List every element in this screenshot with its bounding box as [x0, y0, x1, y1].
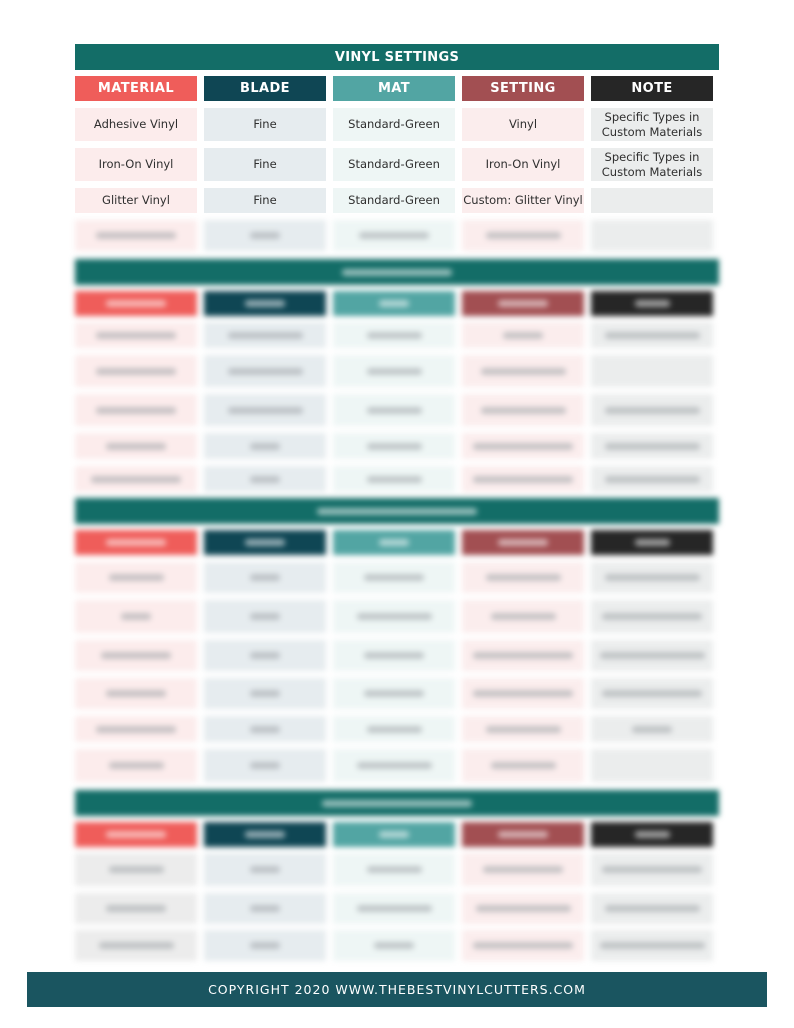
table-row	[75, 220, 719, 251]
header-blade: BLADE	[204, 76, 326, 101]
cell-blade: Fine	[204, 148, 326, 181]
cell-blade: Fine	[204, 188, 326, 213]
cell-material: Iron-On Vinyl	[75, 148, 197, 181]
cell-setting: Vinyl	[462, 108, 584, 141]
header-material: MATERIAL	[75, 76, 197, 101]
section-title-blurred	[75, 790, 719, 816]
cell-blade: Fine	[204, 108, 326, 141]
cell-material: Adhesive Vinyl	[75, 108, 197, 141]
cell-mat: Standard-Green	[333, 148, 455, 181]
header-setting: SETTING	[462, 76, 584, 101]
section-title-text: VINYL SETTINGS	[334, 49, 460, 65]
table-row	[75, 188, 719, 213]
cell-setting: Iron-On Vinyl	[462, 148, 584, 181]
cell-note: Specific Types in Custom Materials	[591, 148, 713, 181]
table-row	[75, 108, 719, 141]
cell-note: Specific Types in Custom Materials	[591, 108, 713, 141]
header-note: NOTE	[591, 76, 713, 101]
blurred-header-row	[75, 291, 719, 316]
header-mat: MAT	[333, 76, 455, 101]
section-title-blurred	[75, 259, 719, 285]
section-title-blurred	[75, 498, 719, 524]
cell-note	[591, 188, 713, 213]
cell-material: Glitter Vinyl	[75, 188, 197, 213]
table-row	[75, 148, 719, 181]
section-title-vinyl	[75, 44, 719, 70]
cell-mat: Standard-Green	[333, 108, 455, 141]
copyright-text: COPYRIGHT 2020 WWW.THEBESTVINYLCUTTERS.COM	[208, 982, 586, 997]
vinyl-header-row	[75, 76, 719, 101]
copyright-footer	[27, 972, 767, 1007]
cell-mat: Standard-Green	[333, 188, 455, 213]
cell-setting: Custom: Glitter Vinyl	[462, 188, 584, 213]
